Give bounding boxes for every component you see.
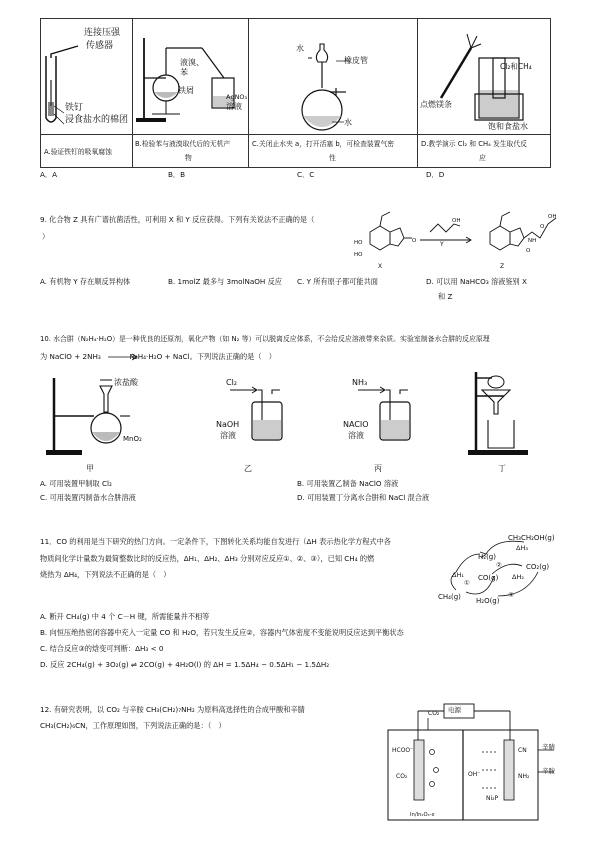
q12-label-oh: OH⁻ [468, 771, 481, 778]
q8-c-label-water1: 水 [296, 44, 304, 53]
q8-option-d[interactable]: D．D [426, 170, 445, 179]
q9-stem-1: 9. 化合物 Z 具有广谱抗菌活性，可利用 X 和 Y 反应获得。下列有关说法不正确的是（ [40, 215, 315, 224]
q8-d-desc-1: D.教学演示 Cl₂ 和 CH₄ 发生取代反 [421, 140, 527, 148]
q11-option-b[interactable]: B. 向恒压绝热密闭容器中充入一定量 CO 和 H₂O，若只发生反应②，容器内气体密度不变能说明反应达到平衡状态 [40, 628, 404, 637]
q11-label-ch4: CH₄(g) [438, 593, 461, 601]
q11-stem-3: 烧热为 ΔH₄，下列说法不正确的是（ ） [40, 570, 171, 579]
q11-label-co: CO(g) [478, 574, 499, 582]
q8-c-desc-2: 性 [329, 154, 336, 162]
q9-stem-2: ） [42, 232, 50, 241]
q8-b-label-iron: 铁屑 [178, 86, 194, 95]
q8-a-desc: A.验证铁钉的吸氧腐蚀 [44, 148, 112, 156]
q8-b-desc-1: B.检验苯与液溴取代后的无机产 [135, 140, 231, 148]
q9-label-nh: NH [528, 238, 537, 244]
q12-stem-1: 12. 有研究表明，以 CO₂ 与辛胺 CH₃(CH₂)₇NH₂ 为原料高选择性的合成甲酸和辛腈 [40, 705, 305, 714]
q10-jia-label-mno2: MnO₂ [123, 435, 142, 443]
q9-label-z: Z [500, 263, 505, 270]
q11-label-circle3: ③ [508, 591, 514, 599]
q9-label-o3: O [540, 224, 545, 230]
q9-label-oh2: OH [548, 214, 557, 220]
q9-label-ho1: HO [354, 240, 363, 246]
q8-b-label-agno3: AgNO₃ [226, 93, 248, 101]
q9-label-ho2: HO [354, 252, 363, 258]
q10-apparatus-ding [466, 368, 546, 458]
q10-equilibrium-arrow [106, 352, 140, 362]
q8-apparatus-d [417, 18, 551, 135]
q8-a-label-nail: 铁钉 [65, 103, 84, 113]
q9-label-x: X [378, 263, 383, 270]
q11-label-dh3: ΔH₃ [516, 544, 528, 552]
q8-b-desc-2: 物 [185, 154, 192, 162]
q12-electrolysis-cell [378, 700, 558, 830]
q12-label-nitrile: 辛腈 [542, 743, 555, 751]
q10-bing-label-sol: 溶液 [348, 431, 364, 440]
q11-label-circle1: ① [464, 579, 470, 587]
q11-label-h2o: H₂O(g) [476, 597, 500, 605]
q11-option-c[interactable]: C. 结合反应③的焓变可判断：ΔH₃ < 0 [40, 644, 164, 653]
q8-c-label-water2: 水 [344, 118, 352, 127]
q10-option-b[interactable]: B. 可用装置乙制备 NaClO 溶液 [297, 479, 399, 488]
q11-label-co2: CO₂(g) [526, 563, 550, 571]
q12-label-hcoo: HCOO⁻ [392, 747, 414, 754]
q9-label-y: Y [440, 241, 444, 248]
q8-d-label-brine: 饱和食盐水 [488, 122, 528, 131]
q12-label-power: 电源 [448, 706, 461, 714]
q10-caption-ding: 丁 [498, 464, 506, 473]
q9-option-d-cont: 和 Z [438, 292, 453, 301]
q8-a-label-sensor1: 连接压强 [84, 28, 121, 38]
q10-bing-label-naclo: NACIO [343, 420, 369, 429]
q10-jia-label-hcl: 浓盐酸 [114, 378, 138, 387]
q11-label-dh1: ΔH₁ [452, 571, 464, 579]
q9-label-oh1: OH [452, 218, 461, 224]
q8-option-a[interactable]: A．A [40, 170, 58, 179]
q11-label-circle2: ② [496, 561, 502, 569]
q8-c-desc-1: C.关闭止水夹 a，打开活塞 b，可检查装置气密 [252, 140, 395, 148]
q8-d-label-gas: Cl₂和CH₄ [500, 62, 532, 71]
q8-apparatus-c [248, 18, 418, 135]
q9-label-o: O [412, 238, 417, 244]
q10-caption-jia: 甲 [86, 464, 94, 473]
q10-yi-label-sol: 溶液 [220, 431, 236, 440]
q9-option-d[interactable]: D. 可以用 NaHCO₃ 溶液鉴别 X [426, 277, 527, 286]
q8-a-label-sensor2: 传感器 [86, 41, 114, 51]
q11-label-ethanol: CH₃CH₂OH(g) [508, 534, 555, 542]
q10-yi-label-naoh: NaOH [216, 420, 240, 429]
q12-stem-2: CH₃(CH₂)₆CN，工作原理如图，下列说法正确的是：（ ） [40, 721, 226, 730]
q12-label-nh2: NH₂ [518, 773, 530, 780]
q12-label-ni2p: Ni₂P [486, 795, 499, 802]
q10-caption-bing: 丙 [374, 464, 382, 473]
q10-option-d[interactable]: D. 可用装置丁分离水合肼和 NaCl 混合液 [297, 493, 430, 502]
q12-label-co2-left: CO₂ [396, 773, 408, 780]
q10-option-c[interactable]: C. 可用装置丙制备水合肼溶液 [40, 493, 136, 502]
q8-a-label-cotton: 浸食盐水的棉团 [65, 115, 129, 125]
q10-caption-yi: 乙 [244, 464, 252, 473]
q8-apparatus-b [132, 18, 249, 135]
q8-d-label-mg: 点燃镁条 [420, 100, 452, 109]
q8-b-label-benzene: 苯 [180, 68, 188, 77]
q8-b-label-solution: 溶液 [226, 102, 242, 111]
q10-yi-label-cl2: Cl₂ [226, 378, 238, 387]
q8-b-label-bromine: 液溴、 [180, 58, 204, 67]
q8-option-b[interactable]: B．B [168, 170, 186, 179]
q9-option-c[interactable]: C. Y 所有原子都可能共面 [297, 277, 378, 286]
q11-label-dh2: ΔH₂ [512, 573, 524, 581]
q9-option-a[interactable]: A. 有机物 Y 存在顺反异构体 [40, 277, 131, 286]
q11-stem-2: 物质间化学计量数为最简整数比时的反应热，ΔH₁、ΔH₂、ΔH₃ 分别对应反应①、②、③），已知 CH₄ 的燃 [40, 554, 375, 563]
q11-option-a[interactable]: A. 断开 CH₄(g) 中 4 个 C－H 键，所需能量并不相等 [40, 612, 210, 621]
q11-stem-1: 11．CO 的利用是当下研究的热门方向。一定条件下，下图转化关系均能自发进行（ΔH 表示热化学方程式中各 [40, 537, 391, 546]
q12-label-cn: CN [518, 747, 527, 754]
q10-stem-1: 10. 水合肼（N₂H₄·H₂O）是一种优良的还原剂，氧化产物（如 N₂ 等）可以脱离反应体系，不会给反应溶液带来杂质。实验室制备水合肼的反应原理 [40, 335, 490, 343]
q12-label-amine: 辛胺 [542, 767, 555, 775]
q10-stem-2: 为 NaClO + 2NH₃ N₂H₄·H₂O + NaCl。下列说法正确的是（ ） [40, 352, 276, 361]
q8-option-c[interactable]: C．C [297, 170, 315, 179]
q12-label-co2-top: CO₂ [428, 710, 440, 717]
q10-bing-label-nh3: NH₃ [352, 378, 368, 387]
q11-option-d[interactable]: D. 反应 2CH₄(g) + 3O₂(g) ⇌ 2CO(g) + 4H₂O(l) 的 ΔH = 1.5ΔH₄ − 0.5ΔH₁ − 1.5ΔH₂ [40, 660, 330, 669]
q8-c-label-tube: 橡皮管 [344, 56, 368, 65]
q11-label-h2: H₂(g) [478, 553, 496, 561]
q12-label-electrode-left: In/In₂O₃-x [410, 812, 435, 818]
q8-d-desc-2: 应 [479, 154, 486, 162]
q9-option-b[interactable]: B. 1molZ 最多与 3molNaOH 反应 [168, 277, 282, 286]
q9-label-o2: O [526, 248, 531, 254]
q10-option-a[interactable]: A. 可用装置甲制取 Cl₂ [40, 479, 112, 488]
